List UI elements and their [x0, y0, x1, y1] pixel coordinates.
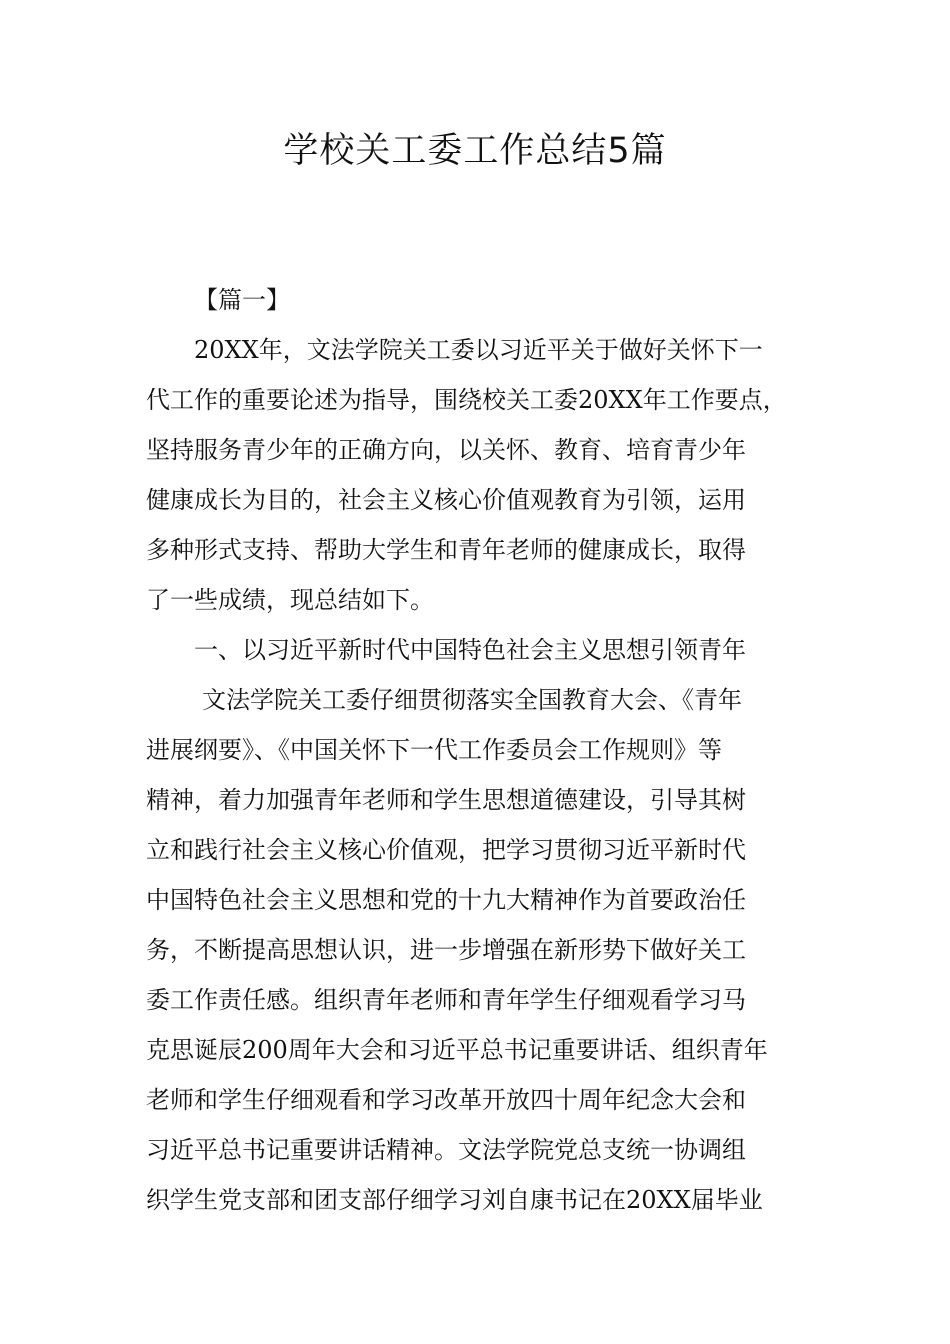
paragraph-line: 多种形式支持、帮助大学生和青年老师的健康成长，取得	[146, 536, 746, 564]
paragraph-line: 了一些成绩，现总结如下。	[146, 586, 434, 614]
paragraph-line: 20XX年，文法学院关工委以习近平关于做好关怀下一	[194, 336, 763, 364]
paragraph-line: 立和践行社会主义核心价值观，把学习贯彻习近平新时代	[146, 836, 746, 864]
document-body	[146, 275, 811, 1225]
paragraph-line: 织学生党支部和团支部仔细学习刘自康书记在20XX届毕业	[146, 1186, 763, 1214]
paragraph-line: 坚持服务青少年的正确方向，以关怀、教育、培育青少年	[146, 436, 746, 464]
paragraph-line: 中国特色社会主义思想和党的十九大精神作为首要政治任	[146, 886, 746, 914]
paragraph-line: 文法学院关工委仔细贯彻落实全国教育大会、《青年	[202, 686, 742, 714]
paragraph-line: 委工作责任感。组织青年老师和青年学生仔细观看学习马	[146, 986, 746, 1014]
paragraph-line: 代工作的重要论述为指导，围绕校关工委20XX年工作要点，	[146, 386, 787, 414]
section-heading: 【篇一】	[194, 286, 290, 314]
subsection-heading: 一、以习近平新时代中国特色社会主义思想引领青年	[194, 636, 746, 664]
paragraph-line: 习近平总书记重要讲话精神。文法学院党总支统一协调组	[146, 1136, 746, 1164]
paragraph-line: 精神，着力加强青年老师和学生思想道德建设，引导其树	[146, 786, 746, 814]
paragraph-line: 进展纲要》、《中国关怀下一代工作委员会工作规则》等	[146, 736, 722, 764]
document-title: 学校关工委工作总结5篇	[283, 131, 667, 171]
paragraph-line: 务，不断提高思想认识，进一步增强在新形势下做好关工	[146, 936, 746, 964]
paragraph-line: 克思诞辰200周年大会和习近平总书记重要讲话、组织青年	[146, 1036, 768, 1064]
paragraph-line: 老师和学生仔细观看和学习改革开放四十周年纪念大会和	[146, 1086, 746, 1114]
paragraph-line: 健康成长为目的，社会主义核心价值观教育为引领，运用	[146, 486, 746, 514]
